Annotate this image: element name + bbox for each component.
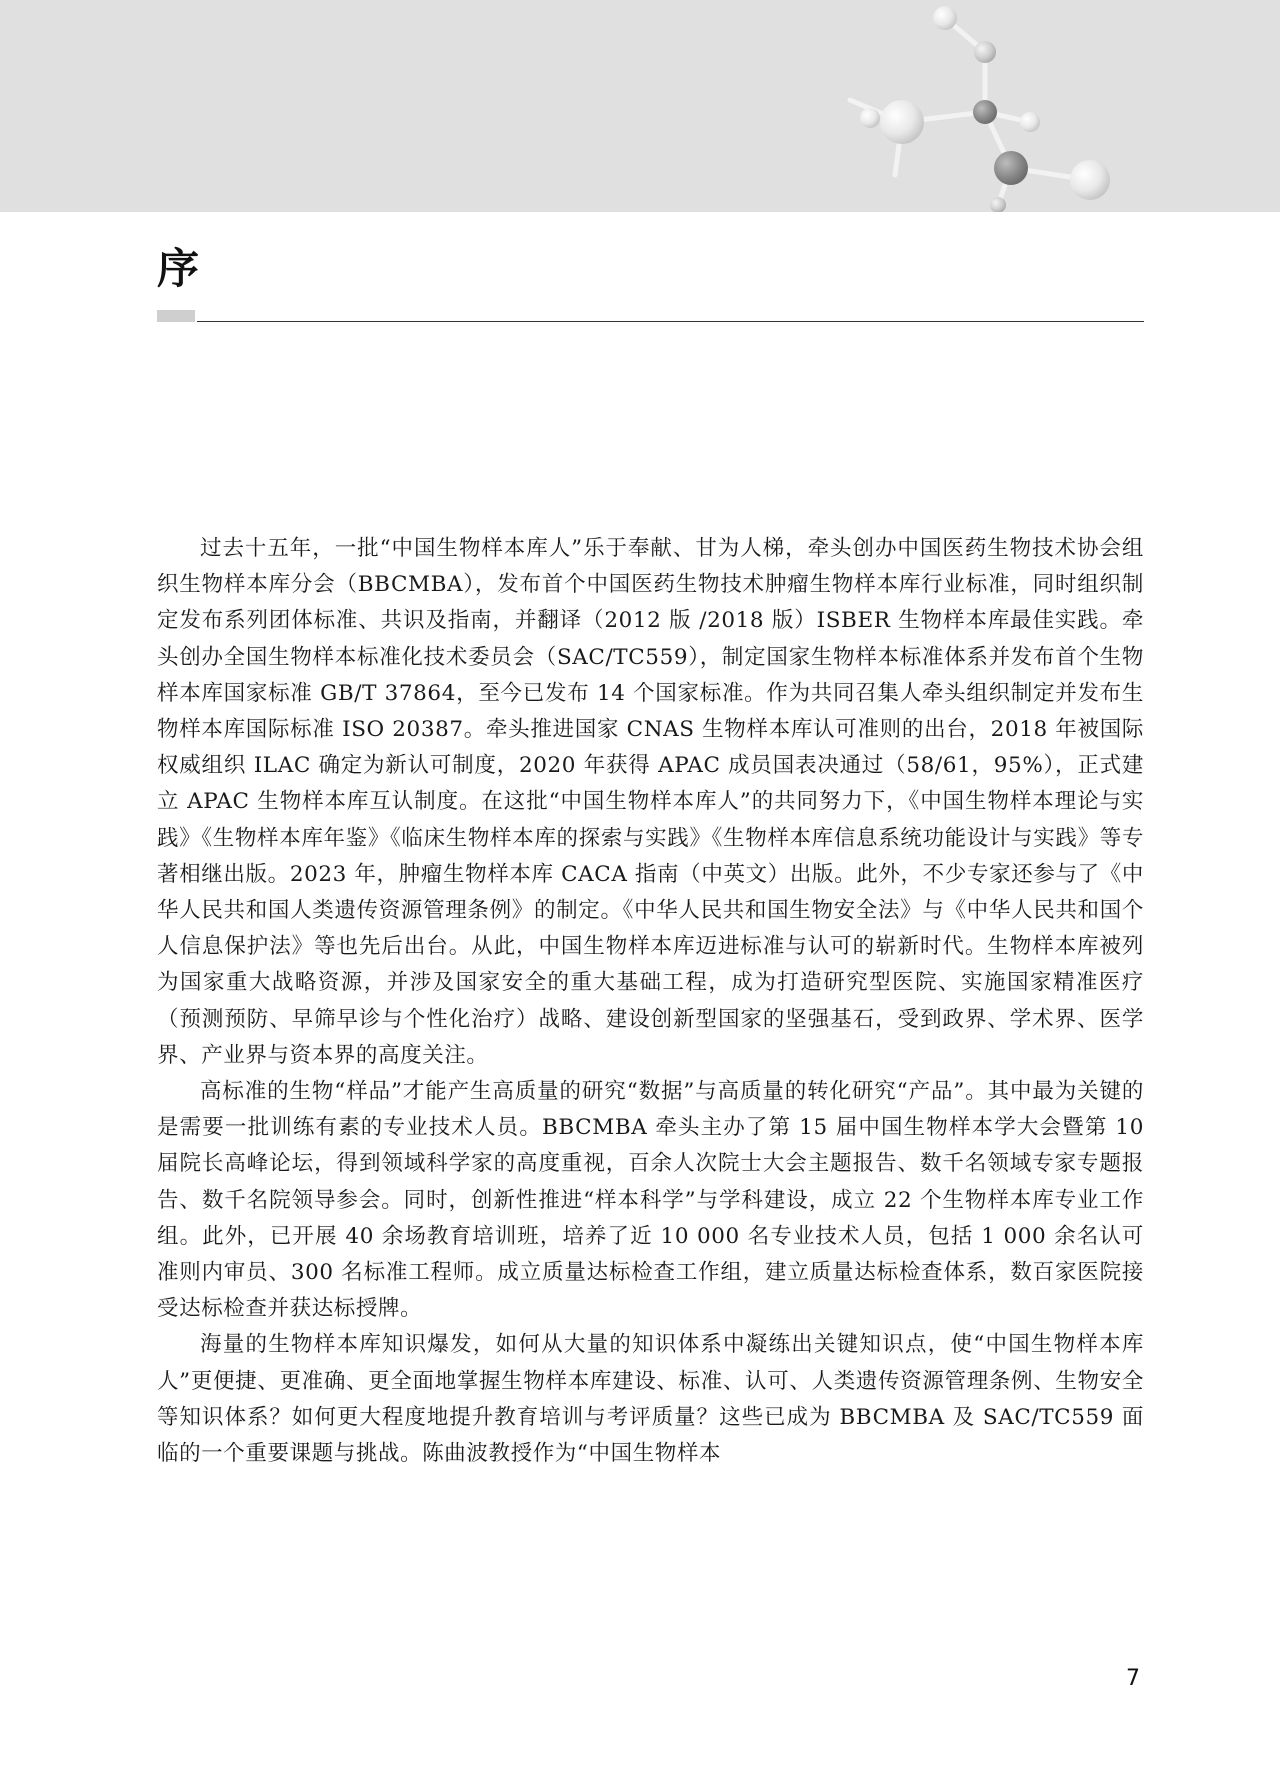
title-rule-accent [157,310,195,322]
header-band [0,0,1280,212]
paragraph: 过去十五年，一批“中国生物样本库人”乐于奉献、甘为人梯，牵头创办中国医药生物技术协会组织生物样本库分会（BBCMBA），发布首个中国医药生物技术肿瘤生物样本库行业标准，同时组织制定发布系列团体标准、共识及指南，并翻译（2012 版 /2018 版）ISBER 生物样本库最佳实践。牵头创办全国生物样本标准化技术委员会（SAC/TC559），制定国家生物样本标准体系并发布首个生物样本库国家标准 GB/T 37864，至今已发布 14 个国家标准。作为共同召集人牵头组织制定并发布生物样本库国际标准 ISO 20387。牵头推进国家 CNAS 生物样本库认可准则的出台，2018 年被国际权威组织 ILAC 确定为新认可制度，2020 年获得 APAC 成员国表决通过（58/61，95%），正式建立 APAC 生物样本库互认制度。在这批“中国生物样本库人”的共同努力下，《中国生物样本理论与实践》《生物样本库年鉴》《临床生物样本库的探索与实践》《生物样本库信息系统功能设计与实践》等专著相继出版。2023 年，肿瘤生物样本库 CACA 指南（中英文）出版。此外，不少专家还参与了《中华人民共和国人类遗传资源管理条例》的制定。《中华人民共和国生物安全法》与《中华人民共和国个人信息保护法》等也先后出台。从此，中国生物样本库迈进标准与认可的崭新时代。生物样本库被列为国家重大战略资源，并涉及国家安全的重大基础工程，成为打造研究型医院、实施国家精准医疗（预测预防、早筛早诊与个性化治疗）战略、建设创新型国家的坚强基石，受到政界、学术界、医学界、产业界与资本界的高度关注。 [157,536,1144,1068]
paragraph: 海量的生物样本库知识爆发，如何从大量的知识体系中凝练出关键知识点，使“中国生物样本库人”更便捷、更准确、更全面地掌握生物样本库建设、标准、认可、人类遗传资源管理条例、生物安全等知识体系？如何更大程度地提升教育培训与考评质量？这些已成为 BBCMBA 及 SAC/TC559 面临的一个重要课题与挑战。陈曲波教授作为“中国生物样本 [157,1332,1144,1467]
title-rule-line [197,321,1144,322]
molecule-illustration [0,0,1280,212]
body-text [157,531,1144,1472]
paragraph: 高标准的生物“样品”才能产生高质量的研究“数据”与高质量的转化研究“产品”。其中最为关键的是需要一批训练有素的专业技术人员。BBCMBA 牵头主办了第 15 届中国生物样本学大会暨第 10 届院长高峰论坛，得到领域科学家的高度重视，百余人次院士大会主题报告、数千名领域专家专题报告、数千名院领导参会。同时，创新性推进“样本科学”与学科建设，成立 22 个生物样本库专业工作组。此外，已开展 40 余场教育培训班，培养了近 10 000 名专业技术人员，包括 1 000 余名认可准则内审员、300 名标准工程师。成立质量达标检查工作组，建立质量达标检查体系，数百家医院接受达标检查并获达标授牌。 [157,1079,1144,1322]
page-title: 序 [157,244,200,293]
page-number: 7 [1126,1666,1140,1691]
